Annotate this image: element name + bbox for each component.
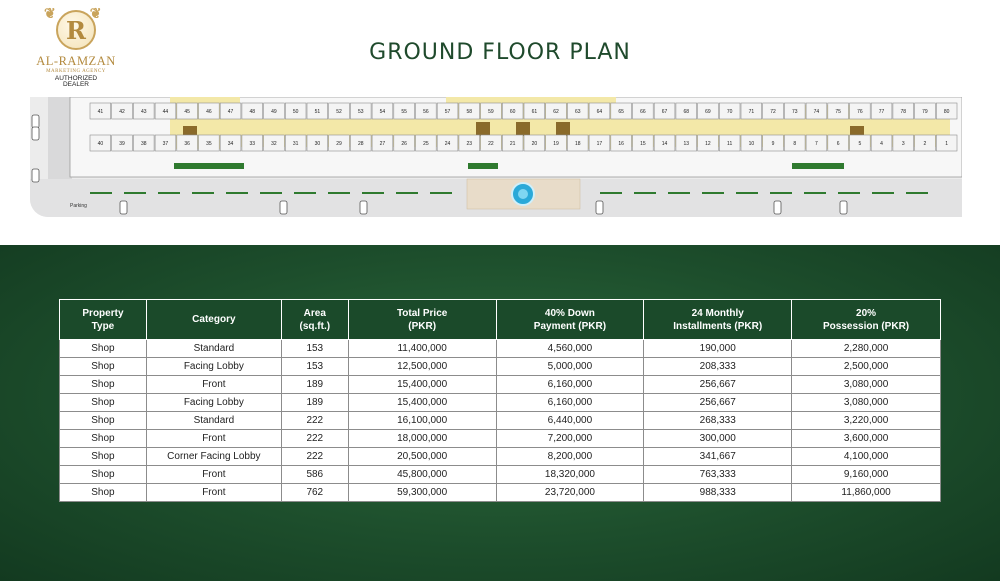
shop-unit bbox=[90, 103, 111, 119]
table-header-row bbox=[60, 300, 941, 340]
cell-category: Front bbox=[146, 466, 281, 484]
cell-type: Shop bbox=[60, 412, 147, 430]
cell-type: Shop bbox=[60, 394, 147, 412]
unit-number: 15 bbox=[640, 141, 646, 147]
car-icon bbox=[120, 201, 127, 214]
cell-total-price: 45,800,000 bbox=[348, 466, 496, 484]
shop-unit bbox=[850, 103, 871, 119]
shop-unit bbox=[871, 135, 892, 151]
lane-marking bbox=[226, 192, 248, 194]
shop-unit bbox=[676, 103, 697, 119]
unit-number: 53 bbox=[357, 109, 364, 115]
cell-total-price: 20,500,000 bbox=[348, 448, 496, 466]
lane-marking bbox=[124, 192, 146, 194]
cell-category: Front bbox=[146, 430, 281, 448]
shop-unit bbox=[329, 103, 350, 119]
cell-down-payment: 6,440,000 bbox=[496, 412, 644, 430]
cell-total-price: 18,000,000 bbox=[348, 430, 496, 448]
planter bbox=[468, 163, 498, 169]
cell-area: 189 bbox=[281, 376, 348, 394]
unit-number: 62 bbox=[553, 109, 559, 115]
unit-number: 28 bbox=[357, 141, 364, 147]
unit-number: 59 bbox=[488, 109, 494, 115]
cell-monthly: 208,333 bbox=[644, 358, 792, 376]
shop-unit bbox=[719, 103, 740, 119]
unit-number: 55 bbox=[401, 109, 407, 115]
car-icon bbox=[774, 201, 781, 214]
page-title: GROUND FLOOR PLAN bbox=[369, 40, 631, 65]
shop-unit bbox=[329, 135, 350, 151]
shop-unit bbox=[220, 135, 241, 151]
shop-unit bbox=[112, 103, 133, 119]
unit-number: 75 bbox=[835, 109, 841, 115]
lane-marking bbox=[192, 192, 214, 194]
cell-down-payment: 23,720,000 bbox=[496, 484, 644, 502]
unit-number: 21 bbox=[509, 141, 516, 147]
unit-number: 42 bbox=[119, 109, 125, 115]
unit-number: 18 bbox=[574, 141, 581, 147]
cell-monthly: 988,333 bbox=[644, 484, 792, 502]
shop-unit bbox=[611, 103, 632, 119]
shop-unit bbox=[155, 135, 176, 151]
cell-possession: 3,600,000 bbox=[792, 430, 941, 448]
cell-possession: 2,280,000 bbox=[792, 340, 941, 358]
cell-down-payment: 5,000,000 bbox=[496, 358, 644, 376]
dealer-label bbox=[36, 76, 116, 88]
unit-number: 46 bbox=[206, 109, 212, 115]
cell-down-payment: 6,160,000 bbox=[496, 394, 644, 412]
cell-type: Shop bbox=[60, 376, 147, 394]
shop-unit bbox=[220, 103, 241, 119]
cell-type: Shop bbox=[60, 358, 147, 376]
unit-number: 65 bbox=[618, 109, 624, 115]
shop-unit bbox=[350, 103, 371, 119]
unit-number: 80 bbox=[943, 109, 950, 115]
unit-number: 43 bbox=[140, 109, 147, 115]
shop-unit bbox=[633, 135, 654, 151]
unit-number: 4 bbox=[880, 141, 883, 147]
unit-number: 37 bbox=[162, 141, 169, 147]
shop-unit bbox=[264, 135, 285, 151]
shop-unit bbox=[589, 135, 610, 151]
table-row bbox=[60, 448, 941, 466]
unit-number: 60 bbox=[509, 109, 516, 115]
unit-number: 51 bbox=[314, 109, 321, 115]
shop-unit bbox=[90, 135, 111, 151]
unit-number: 9 bbox=[771, 141, 775, 147]
shop-unit bbox=[546, 103, 567, 119]
header-total-price: Total Price (PKR) bbox=[348, 300, 496, 340]
lane-marking bbox=[668, 192, 690, 194]
table-row bbox=[60, 376, 941, 394]
cell-down-payment: 8,200,000 bbox=[496, 448, 644, 466]
lane-marking bbox=[736, 192, 758, 194]
shop-unit bbox=[481, 135, 502, 151]
table-row bbox=[60, 340, 941, 358]
cell-monthly: 190,000 bbox=[644, 340, 792, 358]
shop-unit bbox=[437, 135, 458, 151]
floor-plan-drawing bbox=[30, 97, 962, 217]
unit-number: 24 bbox=[444, 141, 451, 147]
table-row bbox=[60, 358, 941, 376]
shop-unit bbox=[828, 103, 849, 119]
unit-number: 67 bbox=[661, 109, 668, 115]
unit-number: 52 bbox=[336, 109, 342, 115]
shop-unit bbox=[133, 103, 154, 119]
header-monthly-installments: 24 Monthly Installments (PKR) bbox=[644, 300, 792, 340]
cell-type: Shop bbox=[60, 484, 147, 502]
dealer-line-1: AUTHORIZED bbox=[54, 75, 98, 82]
shop-unit bbox=[524, 135, 545, 151]
shop-unit bbox=[654, 135, 675, 151]
shop-unit bbox=[459, 103, 480, 119]
cell-possession: 4,100,000 bbox=[792, 448, 941, 466]
table-row bbox=[60, 466, 941, 484]
unit-number: 61 bbox=[531, 109, 538, 115]
cell-category: Corner Facing Lobby bbox=[146, 448, 281, 466]
unit-number: 12 bbox=[705, 141, 711, 147]
fountain-core-icon bbox=[518, 189, 528, 199]
unit-number: 33 bbox=[249, 141, 256, 147]
shop-unit bbox=[741, 103, 762, 119]
lane-marking bbox=[702, 192, 724, 194]
cell-category: Front bbox=[146, 484, 281, 502]
unit-number: 66 bbox=[640, 109, 646, 115]
header-possession: 20% Possession (PKR) bbox=[792, 300, 941, 340]
unit-number: 48 bbox=[249, 109, 256, 115]
cell-area: 222 bbox=[281, 412, 348, 430]
lane-marking bbox=[804, 192, 826, 194]
unit-number: 5 bbox=[858, 141, 862, 147]
unit-number: 22 bbox=[488, 141, 494, 147]
shop-unit bbox=[567, 135, 588, 151]
shop-unit bbox=[828, 135, 849, 151]
shop-unit bbox=[784, 135, 805, 151]
cell-category: Front bbox=[146, 376, 281, 394]
shop-unit bbox=[524, 103, 545, 119]
unit-number: 74 bbox=[813, 109, 820, 115]
unit-number: 34 bbox=[227, 141, 234, 147]
lane-marking bbox=[838, 192, 860, 194]
lane-marking bbox=[158, 192, 180, 194]
shop-unit bbox=[394, 103, 415, 119]
shop-unit bbox=[307, 135, 328, 151]
logo-letter: R bbox=[66, 15, 86, 45]
cell-possession: 11,860,000 bbox=[792, 484, 941, 502]
brand-tagline: MARKETING AGENCY bbox=[46, 69, 106, 74]
cell-down-payment: 18,320,000 bbox=[496, 466, 644, 484]
shop-unit bbox=[177, 103, 198, 119]
shop-unit bbox=[567, 103, 588, 119]
cell-monthly: 256,667 bbox=[644, 376, 792, 394]
shop-unit bbox=[915, 135, 936, 151]
unit-number: 64 bbox=[596, 109, 603, 115]
unit-number: 23 bbox=[466, 141, 473, 147]
cell-area: 153 bbox=[281, 358, 348, 376]
lane-marking bbox=[260, 192, 282, 194]
cell-type: Shop bbox=[60, 430, 147, 448]
shop-unit bbox=[698, 135, 719, 151]
car-icon bbox=[280, 201, 287, 214]
shop-unit bbox=[763, 135, 784, 151]
unit-number: 45 bbox=[184, 109, 190, 115]
shop-unit bbox=[394, 135, 415, 151]
lane-marking bbox=[770, 192, 792, 194]
lane-marking bbox=[906, 192, 928, 194]
unit-number: 25 bbox=[423, 141, 429, 147]
cell-monthly: 300,000 bbox=[644, 430, 792, 448]
cell-total-price: 59,300,000 bbox=[348, 484, 496, 502]
unit-number: 38 bbox=[140, 141, 147, 147]
shop-unit bbox=[893, 103, 914, 119]
shop-unit bbox=[871, 103, 892, 119]
shop-unit bbox=[850, 135, 871, 151]
unit-number: 11 bbox=[727, 141, 733, 147]
shop-unit bbox=[893, 135, 914, 151]
unit-number: 70 bbox=[726, 109, 733, 115]
cell-category: Standard bbox=[146, 412, 281, 430]
unit-number: 47 bbox=[227, 109, 234, 115]
unit-number: 58 bbox=[466, 109, 473, 115]
lane-marking bbox=[362, 192, 384, 194]
unit-number: 2 bbox=[923, 141, 927, 147]
unit-number: 1 bbox=[945, 141, 949, 147]
table-row bbox=[60, 484, 941, 502]
shop-unit bbox=[133, 135, 154, 151]
shop-unit bbox=[806, 103, 827, 119]
unit-number: 41 bbox=[97, 109, 104, 115]
shop-unit bbox=[307, 103, 328, 119]
shop-unit bbox=[719, 135, 740, 151]
cell-possession: 3,080,000 bbox=[792, 376, 941, 394]
unit-number: 73 bbox=[791, 109, 798, 115]
unit-number: 32 bbox=[271, 141, 277, 147]
unit-number: 69 bbox=[705, 109, 711, 115]
cell-monthly: 268,333 bbox=[644, 412, 792, 430]
cell-monthly: 341,667 bbox=[644, 448, 792, 466]
lane-marking bbox=[430, 192, 452, 194]
cell-possession: 3,080,000 bbox=[792, 394, 941, 412]
escalator-icon bbox=[556, 122, 570, 136]
unit-number: 77 bbox=[878, 109, 885, 115]
unit-number: 20 bbox=[531, 141, 538, 147]
shop-unit bbox=[502, 135, 523, 151]
unit-number: 6 bbox=[836, 141, 840, 147]
cell-total-price: 15,400,000 bbox=[348, 394, 496, 412]
lane-marking bbox=[90, 192, 112, 194]
unit-number: 44 bbox=[162, 109, 169, 115]
car-icon bbox=[840, 201, 847, 214]
unit-number: 57 bbox=[444, 109, 451, 115]
shop-unit bbox=[546, 135, 567, 151]
unit-number: 35 bbox=[206, 141, 212, 147]
shop-unit bbox=[806, 135, 827, 151]
shop-unit bbox=[676, 135, 697, 151]
unit-number: 78 bbox=[900, 109, 907, 115]
unit-number: 14 bbox=[661, 141, 668, 147]
cell-area: 153 bbox=[281, 340, 348, 358]
cell-area: 586 bbox=[281, 466, 348, 484]
shop-unit bbox=[372, 103, 393, 119]
unit-number: 72 bbox=[770, 109, 776, 115]
unit-number: 17 bbox=[596, 141, 603, 147]
shop-unit bbox=[633, 103, 654, 119]
lane-marking bbox=[396, 192, 418, 194]
unit-number: 49 bbox=[271, 109, 277, 115]
lane-marking bbox=[634, 192, 656, 194]
car-icon bbox=[32, 169, 39, 182]
shop-unit bbox=[698, 103, 719, 119]
planter bbox=[792, 163, 844, 169]
table-row bbox=[60, 412, 941, 430]
shop-unit bbox=[763, 103, 784, 119]
cell-down-payment: 7,200,000 bbox=[496, 430, 644, 448]
cell-category: Facing Lobby bbox=[146, 358, 281, 376]
price-table bbox=[59, 299, 941, 502]
shop-unit bbox=[589, 103, 610, 119]
unit-number: 56 bbox=[423, 109, 429, 115]
unit-number: 3 bbox=[901, 141, 905, 147]
cell-monthly: 763,333 bbox=[644, 466, 792, 484]
cell-possession: 2,500,000 bbox=[792, 358, 941, 376]
cell-type: Shop bbox=[60, 340, 147, 358]
shop-unit bbox=[416, 135, 437, 151]
unit-number: 39 bbox=[119, 141, 125, 147]
shop-unit bbox=[155, 103, 176, 119]
cell-category: Standard bbox=[146, 340, 281, 358]
shop-unit bbox=[199, 103, 220, 119]
shop-unit bbox=[242, 103, 263, 119]
unit-number: 40 bbox=[97, 141, 104, 147]
shop-unit bbox=[242, 135, 263, 151]
unit-number: 26 bbox=[401, 141, 407, 147]
lane-marking bbox=[600, 192, 622, 194]
shop-unit bbox=[936, 135, 957, 151]
table-row bbox=[60, 430, 941, 448]
unit-number: 36 bbox=[184, 141, 190, 147]
lane-marking bbox=[294, 192, 316, 194]
shop-unit bbox=[437, 103, 458, 119]
unit-number: 29 bbox=[336, 141, 342, 147]
header-down-payment: 40% Down Payment (PKR) bbox=[496, 300, 644, 340]
shop-unit bbox=[784, 103, 805, 119]
floor-plan bbox=[30, 97, 962, 217]
cell-category: Facing Lobby bbox=[146, 394, 281, 412]
lane-marking bbox=[328, 192, 350, 194]
shop-unit bbox=[285, 103, 306, 119]
unit-number: 50 bbox=[292, 109, 299, 115]
shop-unit bbox=[372, 135, 393, 151]
escalator-icon bbox=[476, 122, 490, 136]
car-icon bbox=[596, 201, 603, 214]
unit-number: 8 bbox=[793, 141, 797, 147]
shop-unit bbox=[611, 135, 632, 151]
shop-unit bbox=[936, 103, 957, 119]
unit-number: 63 bbox=[574, 109, 581, 115]
cell-possession: 9,160,000 bbox=[792, 466, 941, 484]
laurel-icon: ❦❦ bbox=[44, 6, 136, 22]
unit-number: 79 bbox=[922, 109, 928, 115]
cell-type: Shop bbox=[60, 448, 147, 466]
unit-number: 76 bbox=[857, 109, 863, 115]
unit-number: 30 bbox=[314, 141, 321, 147]
unit-number: 13 bbox=[683, 141, 690, 147]
brand-name: AL-RAMZAN bbox=[36, 54, 116, 68]
header-area: Area (sq.ft.) bbox=[281, 300, 348, 340]
cell-total-price: 15,400,000 bbox=[348, 376, 496, 394]
shop-unit bbox=[502, 103, 523, 119]
dealer-line-2: DEALER bbox=[62, 81, 89, 88]
shop-unit bbox=[177, 135, 198, 151]
car-icon bbox=[32, 127, 39, 140]
car-icon bbox=[32, 115, 39, 128]
car-icon bbox=[360, 201, 367, 214]
cell-area: 762 bbox=[281, 484, 348, 502]
cell-area: 189 bbox=[281, 394, 348, 412]
cell-total-price: 11,400,000 bbox=[348, 340, 496, 358]
shop-unit bbox=[459, 135, 480, 151]
cell-monthly: 256,667 bbox=[644, 394, 792, 412]
planter bbox=[174, 163, 244, 169]
parking-label: Parking bbox=[70, 203, 87, 209]
unit-number: 27 bbox=[379, 141, 386, 147]
unit-number: 16 bbox=[618, 141, 624, 147]
cell-area: 222 bbox=[281, 448, 348, 466]
header-category: Category bbox=[146, 300, 281, 340]
header-property-type: Property Type bbox=[60, 300, 147, 340]
cell-down-payment: 6,160,000 bbox=[496, 376, 644, 394]
unit-number: 19 bbox=[553, 141, 559, 147]
shop-unit bbox=[112, 135, 133, 151]
table-row bbox=[60, 394, 941, 412]
shop-unit bbox=[741, 135, 762, 151]
shop-unit bbox=[264, 103, 285, 119]
shop-unit bbox=[285, 135, 306, 151]
shop-unit bbox=[350, 135, 371, 151]
cell-total-price: 16,100,000 bbox=[348, 412, 496, 430]
unit-number: 31 bbox=[292, 141, 299, 147]
cell-down-payment: 4,560,000 bbox=[496, 340, 644, 358]
unit-number: 71 bbox=[748, 109, 755, 115]
shop-unit bbox=[654, 103, 675, 119]
lane-marking bbox=[872, 192, 894, 194]
shop-unit bbox=[915, 103, 936, 119]
cell-type: Shop bbox=[60, 466, 147, 484]
cell-area: 222 bbox=[281, 430, 348, 448]
cell-total-price: 12,500,000 bbox=[348, 358, 496, 376]
unit-number: 68 bbox=[683, 109, 690, 115]
cell-possession: 3,220,000 bbox=[792, 412, 941, 430]
unit-number: 54 bbox=[379, 109, 386, 115]
unit-number: 10 bbox=[748, 141, 755, 147]
shop-unit bbox=[481, 103, 502, 119]
unit-number: 7 bbox=[815, 141, 818, 147]
shop-unit bbox=[416, 103, 437, 119]
shop-unit bbox=[199, 135, 220, 151]
escalator-icon bbox=[516, 122, 530, 136]
